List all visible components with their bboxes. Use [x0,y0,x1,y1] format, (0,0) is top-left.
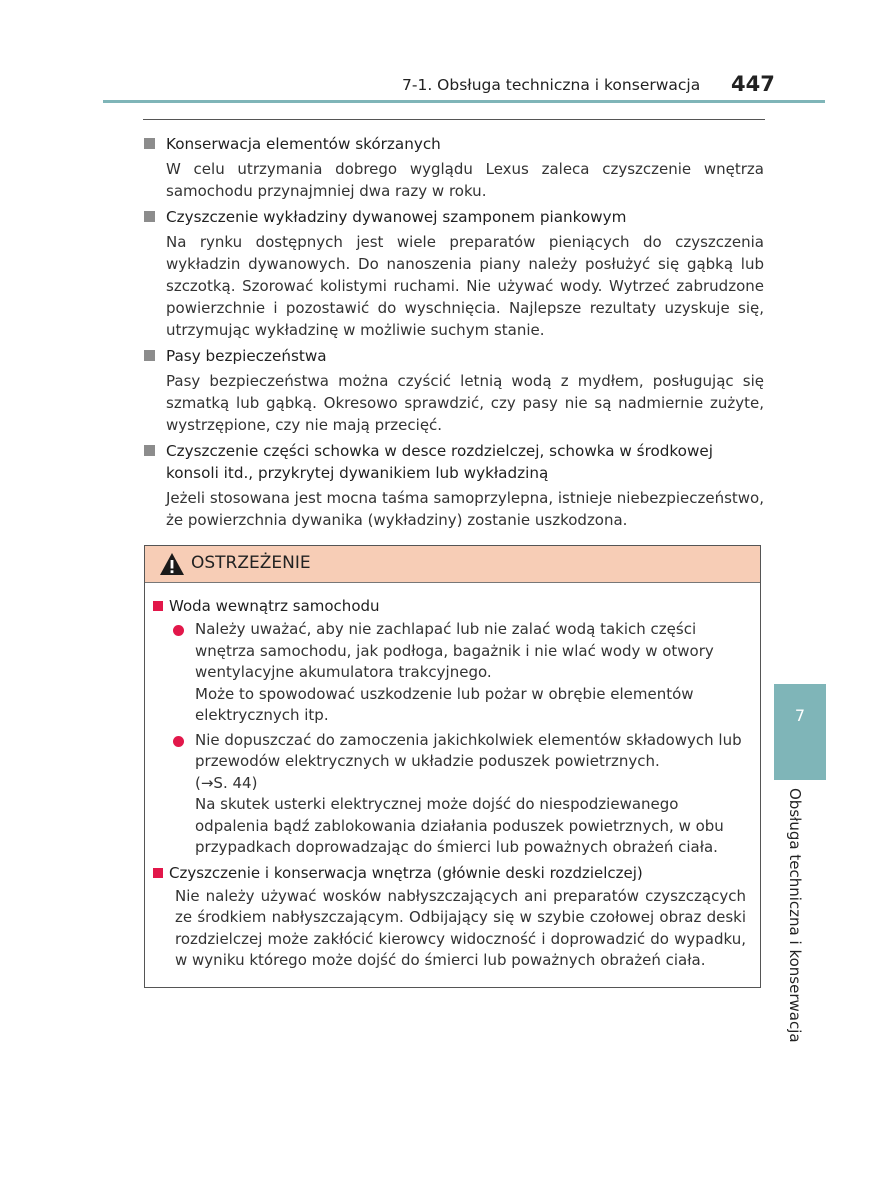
gray-square-icon [144,138,155,149]
warning-subtitle-text: Czyszczenie i konserwacja wnętrza (głównie deski rozdzielczej) [169,863,643,882]
section-title-text: Czyszczenie części schowka w desce rozdzielczej, schowka w środkowej konsoli itd., przykrytej dywanikiem lub wykładziną [166,442,713,482]
page-number: 447 [731,72,775,96]
chapter-number: 7 [794,706,806,725]
section-text: Jeżeli stosowana jest mocna taśma samoprzylepna, istnieje niebezpieczeństwo, że powierzchnia dywanika (wykładziny) zostanie uszkodzona. [166,489,765,529]
red-dot-icon [173,736,184,747]
chapter-side-label: Obsługa techniczna i konserwacja [786,788,804,1043]
warning-label: OSTRZEŻENIE [191,553,311,573]
section-title [144,133,764,155]
section-title [144,206,764,228]
section-text: Na rynku dostępnych jest wiele preparatów pieniących do czyszczenia wykładzin dywanowych. Do nanoszenia piany należy posłużyć się gąbką lub szczotką. Szorować kolistymi ruchami. Nie używać wody. Wytrzeć zabrudzone powierzchnie i pozostawić do wyschnięcia. Najlepsze rezultaty uzyskuje się, utrzymując wykładzinę w możliwie suchym stanie. [166,233,764,339]
red-square-icon [153,601,163,611]
warning-subtitle [151,595,746,617]
red-dot-icon [173,625,184,636]
warning-bullet [151,619,746,727]
section-title-text: Konserwacja elementów skórzanych [166,135,441,153]
header-rule [103,100,825,103]
warning-bullet [151,730,746,859]
warning-triangle-icon [159,552,185,576]
section-title-text: Pasy bezpieczeństwa [166,347,327,365]
warning-header [145,546,760,583]
bullet-text: Należy uważać, aby nie zachlapać lub nie zalać wodą takich części wnętrza samochodu, jak podłoga, bagażnik i nie wlać wody w otwory wentylacyjne akumulatora trakcyjnego. [195,620,714,681]
gray-square-icon [144,350,155,361]
gray-square-icon [144,211,155,222]
section-title-text: Czyszczenie wykładziny dywanowej szamponem piankowym [166,208,627,226]
warning-body [145,583,760,972]
page-header-title: 7-1. Obsługa techniczna i konserwacja [402,76,701,94]
warning-box [144,545,761,988]
main-content [144,131,764,535]
bullet-text: Nie dopuszczać do zamoczenia jakichkolwiek elementów składowych lub przewodów elektrycznych w układzie poduszek powietrznych. [195,730,742,770]
chapter-tab[interactable] [774,684,826,780]
page-reference-link[interactable]: (→S. 44) [195,773,258,792]
section-title [144,440,764,484]
bullet-text: Może to spowodować uszkodzenie lub pożar w obrębie elementów elektrycznych itp. [195,684,694,724]
header-divider [143,119,765,120]
bullet-text: Na skutek usterki elektrycznej może dojść do niespodziewanego odpalenia bądź zablokowania działania poduszek powietrznych, w obu przypadkach doprowadzając do śmierci lub poważnych obrażeń ciała. [195,795,724,856]
warning-text: Nie należy używać wosków nabłyszczających ani preparatów czyszczących ze środkiem nabłyszczającym. Odbijający się w szybie czołowej obraz deski rozdzielczej może zakłócić kierowcy widoczność i doprowadzić do wypadku, w wyniku którego może dojść do śmierci lub poważnych obrażeń ciała. [175,886,746,969]
red-square-icon [153,868,163,878]
section-text: Pasy bezpieczeństwa można czyścić letnią wodą z mydłem, posługując się szmatką lub gąbką. Okresowo sprawdzić, czy pasy nie są nadmiernie zużyte, wystrzępione, czy nie mają przecięć. [166,372,764,434]
warning-subtitle [151,862,746,884]
section-title [144,345,764,367]
warning-subtitle-text: Woda wewnątrz samochodu [169,597,380,615]
gray-square-icon [144,445,155,456]
section-text: W celu utrzymania dobrego wyglądu Lexus zaleca czyszczenie wnętrza samochodu przynajmniej dwa razy w roku. [166,160,764,200]
